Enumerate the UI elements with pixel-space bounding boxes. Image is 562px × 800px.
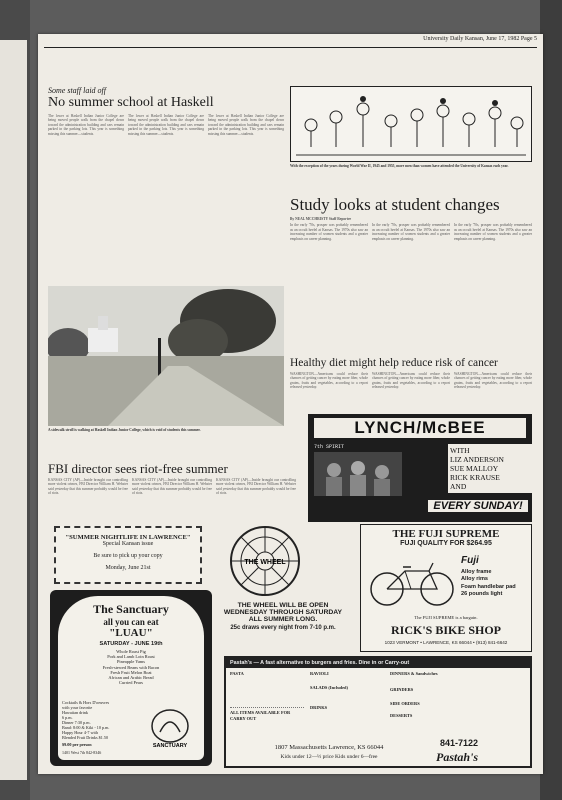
nightlife-title: "SUMMER NIGHTLIFE IN LAWRENCE" bbox=[65, 534, 191, 541]
running-head: University Daily Kansan, June 17, 1982 Page 5 bbox=[423, 36, 537, 42]
sanctuary-title: The Sanctuary bbox=[93, 602, 169, 616]
menu-lines bbox=[230, 677, 304, 708]
ad-promo: 7th SPIRIT bbox=[314, 444, 345, 450]
menu-column bbox=[230, 671, 304, 722]
menu-item: Whole Roast Pig bbox=[116, 649, 146, 654]
previous-page-edge bbox=[0, 40, 27, 780]
campus-photo bbox=[48, 286, 284, 426]
menu-column bbox=[390, 671, 464, 722]
wheel-ad-text bbox=[214, 602, 352, 658]
menu-item: Fresh Fruit Melon Boat bbox=[110, 669, 152, 675]
body-text: In the early '70s, prosper was probably remembered as an occult heelel at Kansas. The 1970s also saw an increasing number of women students and a greater emphasis on career planning. bbox=[290, 223, 368, 241]
story-columns bbox=[290, 223, 532, 341]
band-photo bbox=[314, 452, 402, 496]
headline: Study looks at student changes bbox=[290, 195, 500, 214]
wheel-line: THE WHEEL WILL BE OPEN bbox=[237, 602, 329, 609]
extra-item: Happy Hour 4-7 with bbox=[62, 730, 98, 735]
wheel-logo-text: THE WHEEL bbox=[244, 559, 286, 566]
feature-item: 26 pounds light bbox=[461, 591, 503, 598]
menu-section: GRINDERS bbox=[390, 687, 414, 692]
byline: By NEAL MCCHRISTY Staff Reporter bbox=[290, 217, 352, 221]
menu-section: PASTA bbox=[230, 671, 244, 676]
performer-line: AND bbox=[450, 482, 467, 491]
pastah-kids: Kids under 12—½ price Kids under 6—free bbox=[280, 754, 378, 760]
feature-item: Foam handlebar pad bbox=[461, 583, 516, 590]
menu-section: SIDE ORDERS bbox=[390, 701, 420, 706]
fuji-features bbox=[461, 569, 531, 599]
sanctuary-panel bbox=[58, 596, 204, 760]
fuji-price: FUJI QUALITY FOR $264.95 bbox=[400, 540, 492, 547]
feature-item: Alloy frame bbox=[461, 569, 492, 575]
menu-item: Fresh-stewed Beans with Bacon bbox=[102, 664, 160, 670]
body-text: The lower at Haskell Indian Junior College are being moved people walk from the chapel down toward the administration building and cars remain parked in the parking lots. This year is something missing this summer—students. bbox=[48, 114, 124, 136]
bicycle-icon bbox=[367, 559, 457, 609]
extra-item: Cocktails & Hors D'oeuvres bbox=[62, 700, 110, 705]
cartoon-caption: With the exception of the years during World War II, 1945 and 1955, more men than women have attended the University of Kansas each year. bbox=[290, 164, 509, 168]
campus-photo-svg bbox=[48, 286, 284, 426]
extra-item: Hawaiian drink bbox=[62, 710, 88, 715]
sanctuary-subtitle: all you can eat bbox=[103, 617, 159, 627]
menu-section: DRINKS bbox=[310, 705, 328, 710]
study-story bbox=[290, 196, 532, 356]
shop-name: RICK'S BIKE SHOP bbox=[390, 623, 502, 637]
menu-section: SALADS (Included) bbox=[310, 685, 348, 690]
body-text: In the early '70s, prosper was probably remembered as an occult heelel at Kansas. The 1970s also saw an increasing number of women students and a greater emphasis on career planning. bbox=[454, 223, 532, 241]
menu-item: Pork and Lamb Loin Roast bbox=[107, 654, 155, 660]
pastah-ad bbox=[224, 656, 532, 768]
extra-item: Dinner 7:30 p.m. bbox=[62, 720, 91, 725]
wheel-icon bbox=[210, 524, 320, 598]
haskell-story bbox=[48, 86, 284, 456]
ad-title: LYNCH/McBEE bbox=[314, 418, 526, 438]
headline: FBI director sees riot-free summer bbox=[48, 461, 228, 476]
headline: No summer school at Haskell bbox=[48, 95, 214, 110]
kicker: Some staff laid off bbox=[48, 86, 106, 95]
sanctuary-address: 1401 West 7th 842-8346 bbox=[62, 750, 102, 755]
sanctuary-date: SATURDAY - JUNE 19th bbox=[99, 641, 163, 647]
menu-item: African and Arabic Bread bbox=[108, 675, 154, 681]
performer-line: LIZ ANDERSON bbox=[450, 455, 504, 464]
performer-line: SUE MALLOY bbox=[450, 464, 499, 473]
story-columns bbox=[48, 478, 298, 518]
header-rule bbox=[44, 47, 537, 48]
wheel-line: 25c draws every night from 7-10 p.m. bbox=[230, 625, 336, 631]
body-text: KANSAS CITY (AP)—Inside brought our controlling more violent crimes, FBI Director William H. Webster said yesterday that this summer probably would be free of riots. bbox=[48, 478, 128, 496]
pastah-menu-columns bbox=[226, 668, 530, 725]
cartoon-panel bbox=[290, 86, 532, 162]
extra-item: Blended Fruit Drinks $1.50 bbox=[62, 735, 109, 740]
sanctuary-logo bbox=[142, 708, 198, 748]
wheel-line: ALL SUMMER LONG. bbox=[248, 616, 318, 623]
right-edge bbox=[540, 0, 562, 800]
body-text: KANSAS CITY (AP)—Inside brought our controlling more violent crimes, FBI Director William H. Webster said yesterday that this summer probably would be free of riots. bbox=[216, 478, 296, 496]
fuji-ad bbox=[360, 524, 532, 652]
fuji-brand: Fuji bbox=[461, 555, 479, 566]
menu-note: ALL ITEMS AVAILABLE FOR CARRY OUT bbox=[230, 710, 291, 721]
lynch-mcbee-ad bbox=[308, 414, 532, 522]
feature-item: Alloy rims bbox=[461, 576, 489, 583]
story-columns bbox=[48, 114, 284, 282]
body-text: WASHINGTON—Americans could reduce their chances of getting cancer by eating more fiber, whole grains, fruits and vegetables, according to a report released yesterday. bbox=[372, 372, 450, 390]
body-text: In the early '70s, prosper was probably remembered as an occult heelel at Kansas. The 1970s also saw an increasing number of women students and a greater emphasis on career planning. bbox=[372, 223, 450, 241]
ad-every-sunday: EVERY SUNDAY! bbox=[428, 500, 528, 512]
body-text: KANSAS CITY (AP)—Inside brought our controlling more violent crimes, FBI Director William H. Webster said yesterday that this summer probably would be free of riots. bbox=[132, 478, 212, 496]
price-line: $9.00 per person bbox=[62, 742, 92, 747]
photo-caption: A sidewalk stroll is walking at Haskell Indian Junior College, which is void of students this summer. bbox=[48, 428, 201, 432]
sanctuary-ad bbox=[50, 590, 212, 766]
menu-section: DINNERS & Sandwiches bbox=[390, 671, 438, 676]
pastah-address: 1807 Massachusetts Lawrence, KS 66044 bbox=[274, 744, 384, 751]
extra-item: 6 p.m. bbox=[62, 715, 73, 720]
body-text: WASHINGTON—Americans could reduce their chances of getting cancer by eating more fiber, whole grains, fruits and vegetables, according to a report released yesterday. bbox=[454, 372, 532, 390]
fbi-story bbox=[48, 462, 298, 522]
body-text: The lower at Haskell Indian Junior College are being moved people walk from the chapel down toward the administration building and cars remain parked in the parking lots. This year is something missing this summer—students. bbox=[128, 114, 204, 136]
nightlife-date: Monday, June 21st bbox=[105, 565, 151, 571]
sanctuary-menu bbox=[58, 649, 204, 685]
sanctuary-logo-text: SANCTUARY bbox=[152, 743, 188, 748]
fuji-caption: The FUJI SUPREME is a bargain. bbox=[414, 615, 478, 620]
menu-section: DESSERTS bbox=[390, 713, 413, 718]
body-text: WASHINGTON—Americans could reduce their chances of getting cancer by eating more fiber, whole grains, fruits and vegetables, according to a report released yesterday. bbox=[290, 372, 368, 390]
menu-section: RAVIOLI bbox=[310, 671, 329, 676]
extra-item: Band: 8:00 & Kiki - 10 p.m. bbox=[62, 725, 110, 730]
pastah-banner: Pastah's — A fast alternative to burgers and fries. Dine in or Carry-out bbox=[226, 658, 530, 668]
menu-item: Curried Pears bbox=[118, 680, 144, 686]
fuji-title: THE FUJI SUPREME bbox=[392, 528, 500, 540]
wheel-line: WEDNESDAY THROUGH SATURDAY bbox=[223, 609, 343, 616]
pastah-phone: 841-7122 bbox=[440, 738, 479, 748]
menu-column bbox=[310, 671, 384, 722]
nightlife-copy-line: Be sure to pick up your copy bbox=[93, 553, 163, 559]
menu-item: Pineapple Yams bbox=[116, 659, 146, 665]
pastah-name: Pastah's bbox=[436, 750, 479, 764]
sanctuary-extras bbox=[62, 700, 138, 747]
headline: Healthy diet might help reduce risk of cancer bbox=[290, 357, 498, 369]
ad-performers bbox=[448, 444, 532, 493]
nightlife-ad bbox=[54, 526, 202, 584]
performer-line: WITH bbox=[450, 446, 470, 455]
body-text: The lower at Haskell Indian Junior College are being moved people walk from the chapel down toward the administration building and cars remain parked in the parking lots. This year is something missing this summer—students. bbox=[208, 114, 284, 136]
story-columns bbox=[290, 372, 532, 408]
health-story bbox=[290, 357, 532, 411]
wheel-ad-logo bbox=[210, 524, 320, 598]
shop-address: 1023 VERMONT • LAWRENCE, KS 66044 • (913) 841-6642 bbox=[384, 640, 508, 645]
cartoon-figures bbox=[291, 87, 531, 161]
performer-line: RICK KRAUSE bbox=[450, 473, 500, 482]
extra-item: with your favorite bbox=[62, 705, 93, 710]
nightlife-sub: Special Kansan issue bbox=[102, 541, 154, 547]
sanctuary-luau: "LUAU" bbox=[109, 627, 153, 639]
newspaper-page bbox=[38, 34, 543, 774]
